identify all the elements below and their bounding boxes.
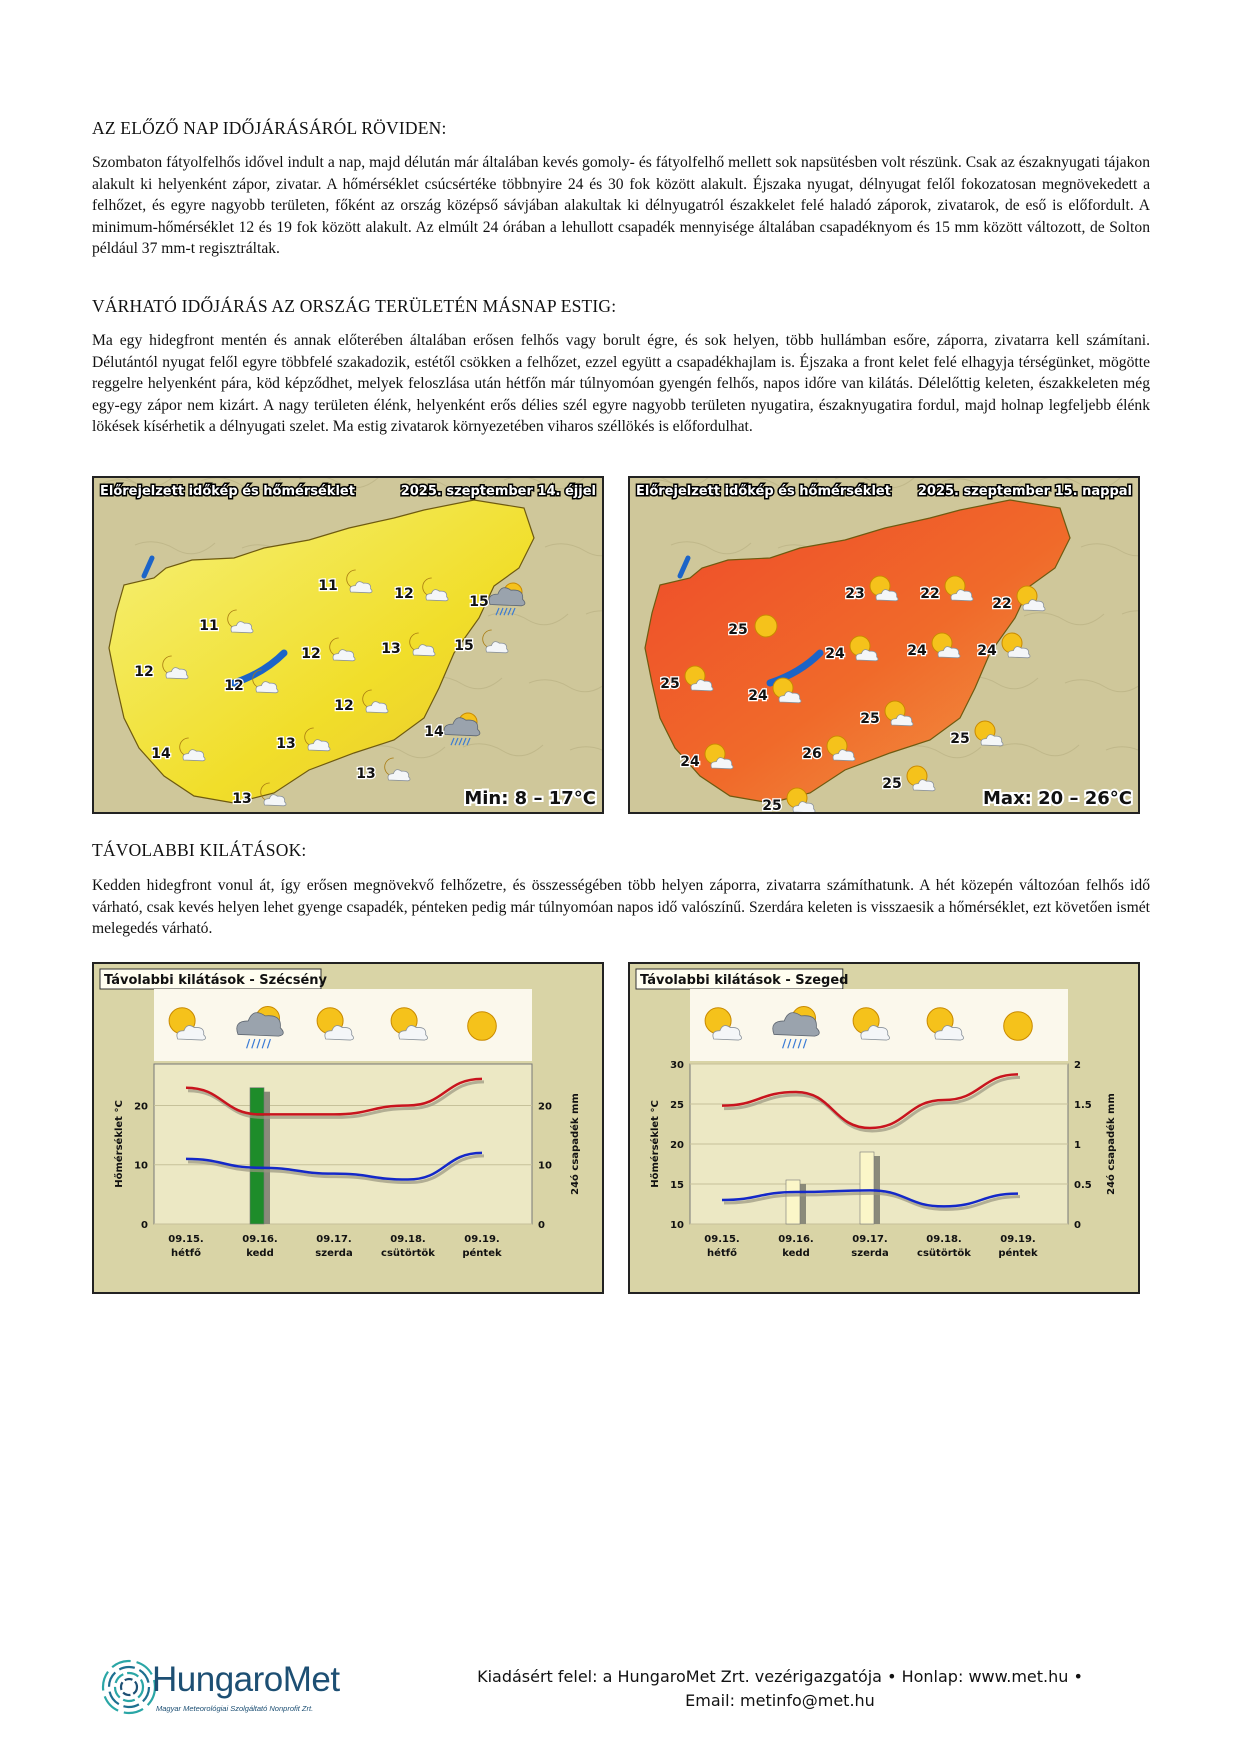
y-tick-label: 10 <box>134 1160 148 1172</box>
temperature-label: 14 <box>151 746 171 762</box>
temperature-label: 23 <box>845 586 865 602</box>
temperature-label: 24 <box>907 643 927 659</box>
x-tick-date: 09.16. <box>242 1234 278 1245</box>
x-tick-date: 09.17. <box>852 1234 888 1245</box>
temperature-label: 22 <box>920 586 940 602</box>
x-tick-date: 09.15. <box>704 1234 740 1245</box>
hungaromet-logo-icon <box>100 1658 158 1716</box>
temperature-label: 12 <box>224 678 244 694</box>
x-tick-day: kedd <box>782 1248 810 1259</box>
day-weather-icon <box>468 1012 497 1041</box>
x-tick-day: szerda <box>315 1248 353 1259</box>
logo-subtitle: Magyar Meteorológiai Szolgáltató Nonprofit Zrt. <box>156 1704 314 1713</box>
x-tick-date: 09.16. <box>778 1234 814 1245</box>
sun-icon <box>468 1012 497 1041</box>
temperature-label: 11 <box>199 618 219 634</box>
y2-tick-label: 0 <box>538 1220 545 1231</box>
temperature-label: 15 <box>454 638 474 654</box>
x-tick-day: hétfő <box>707 1248 737 1259</box>
temperature-label: 13 <box>356 766 376 782</box>
temperature-label: 12 <box>334 698 354 714</box>
previous-day-text: Szombaton fátyolfelhős idővel indult a nap, majd délután már általában kevés gomoly- és fátyolfelhő mellett sok napsütésben volt részünk. Csak az északnyugati tájakon alakult ki helyenként zápor, zivatar. A hőmérséklet csúcsértéke többnyire 24 és 30 fok között alakult. Éjszaka nyugat, délnyugat felől fokozatosan megnövekedett a felhőzet, és egyre nagyobb területen, főként az ország középső sávjában alakultak ki délnyugatról északkelet felé haladó záporok, zivatarok, de eső is előfordult. A minimum-hőmérséklet 12 és 19 fok között alakult. Az elmúlt 24 órában a lehullott csapadék mennyisége általában csapadéknyom és 15 mm között változott, de Solton például 37 mm-t regisztráltak. <box>92 154 1150 258</box>
y-tick-label: 25 <box>670 1100 684 1111</box>
x-tick-day: kedd <box>246 1248 274 1259</box>
temperature-label: 24 <box>748 688 768 704</box>
outlook-chart-szeged <box>628 962 1140 1294</box>
precip-bar <box>860 1152 874 1224</box>
temperature-label: 12 <box>134 664 154 680</box>
forecast-map-day <box>628 476 1140 814</box>
temperature-label: 12 <box>394 586 414 602</box>
temperature-label: 24 <box>977 643 997 659</box>
day-weather-icon <box>1004 1012 1033 1041</box>
plot-area <box>154 1064 532 1224</box>
y-tick-label: 20 <box>134 1101 148 1113</box>
temperature-label: 25 <box>860 711 880 727</box>
y2-tick-label: 2 <box>1074 1060 1081 1071</box>
section-heading-previous-day: AZ ELŐZŐ NAP IDŐJÁRÁSÁRÓL RÖVIDEN: <box>92 118 447 138</box>
y-tick-label: 20 <box>670 1140 684 1151</box>
y2-tick-label: 0.5 <box>1074 1180 1092 1191</box>
temperature-label: 24 <box>825 646 845 662</box>
forecast-text: Ma egy hidegfront mentén és annak előterében általában erősen felhős vagy borult égre, és sok helyen, több hullámban esőre, záporra, zivatarra kell számítani. Délutántól nyugat felől egyre többfelé szakadozik, estétől csökken a felhőzet, ezzel együtt a csapadékhajlam is. Éjszaka a front kelet felé elhagyja térségünket, mögötte reggelre helyenként pára, köd képződhet, melyek feloszlása után hétfőn már túlnyomóan gyengén felhős, napos időre van kilátás. Délelőttig keleten, északkeleten még egy-egy zápor nem kizárt. A nagy területen élénk, helyenként erős délies szél egyre nagyobb területen nyugatira, északnyugatira fordul, majd holnap legfeljebb élénk lökések kísérhetik a délnyugati szelet. Ma estig zivatarok környezetében viharos széllökés is előfordulhat. <box>92 332 1150 436</box>
map-date: 2025. szeptember 15. nappal <box>917 484 1132 499</box>
x-tick-day: péntek <box>998 1248 1038 1259</box>
temperature-label: 25 <box>660 676 680 692</box>
temperature-label: 13 <box>276 736 296 752</box>
x-tick-day: szerda <box>851 1248 889 1259</box>
outlook-chart-szecseny <box>92 962 604 1294</box>
y2-axis-label: 24ó csapadék mm <box>570 1093 581 1195</box>
precip-bar <box>250 1088 264 1224</box>
y-tick-label: 0 <box>141 1220 148 1231</box>
sun-icon <box>1004 1012 1033 1041</box>
y2-tick-label: 1 <box>1074 1140 1081 1151</box>
map-date: 2025. szeptember 14. éjjel <box>400 484 596 499</box>
y-tick-label: 15 <box>670 1180 684 1191</box>
x-tick-date: 09.18. <box>390 1234 426 1245</box>
y2-axis-label: 24ó csapadék mm <box>1106 1093 1117 1195</box>
outlook-text: Kedden hidegfront vonul át, így erősen megnövekvő felhőzetre, és összességében több helyen záporra, zivatarra számíthatunk. A hét közepén változóan felhős idő várható, csak kevés helyen lehet gyenge csapadék, pénteken pedig már túlnyomóan napos idő valószínű. Szerdára keleten is visszaesik a hőmérséklet, ezt követően ismét melegedés várható. <box>92 877 1150 938</box>
temperature-label: 22 <box>992 596 1012 612</box>
logo-name: HungaroMet <box>152 1660 340 1699</box>
y2-tick-label: 0 <box>1074 1220 1081 1231</box>
y2-tick-label: 1.5 <box>1074 1100 1092 1111</box>
map-title: Előrejelzett időkép és hőmérséklet <box>100 484 355 499</box>
temperature-label: 12 <box>301 646 321 662</box>
y2-tick-label: 10 <box>538 1160 552 1172</box>
x-tick-day: hétfő <box>171 1248 201 1259</box>
map-title: Előrejelzett időkép és hőmérséklet <box>636 484 891 499</box>
temperature-label: 25 <box>728 622 748 638</box>
y-axis-label: Hőmérséklet °C <box>650 1100 661 1188</box>
temperature-label: 13 <box>232 791 252 807</box>
forecast-map-night <box>92 476 604 814</box>
x-tick-date: 09.19. <box>464 1234 500 1245</box>
y-tick-label: 30 <box>670 1060 684 1071</box>
y-tick-label: 10 <box>670 1220 684 1231</box>
temperature-label: 13 <box>381 641 401 657</box>
temperature-label: 15 <box>469 594 489 610</box>
x-tick-date: 09.15. <box>168 1234 204 1245</box>
x-tick-date: 09.19. <box>1000 1234 1036 1245</box>
footer-line-2: Email: metinfo@met.hu <box>685 1691 875 1710</box>
temperature-label: 11 <box>318 578 338 594</box>
y2-tick-label: 20 <box>538 1101 552 1113</box>
temperature-label: 26 <box>802 746 822 762</box>
temperature-label: 14 <box>424 724 444 740</box>
chart-title: Távolabbi kilátások - Szécsény <box>104 973 328 988</box>
section-heading-outlook: TÁVOLABBI KILÁTÁSOK: <box>92 840 307 860</box>
temperature-label: 25 <box>882 776 902 792</box>
map-summary: Max: 20 – 26°C <box>983 788 1132 809</box>
sun-icon <box>755 615 777 637</box>
precip-bar <box>786 1180 800 1224</box>
x-tick-day: csütörtök <box>381 1248 435 1259</box>
x-tick-date: 09.18. <box>926 1234 962 1245</box>
x-tick-day: csütörtök <box>917 1248 971 1259</box>
x-tick-date: 09.17. <box>316 1234 352 1245</box>
footer-publisher <box>430 1665 1130 1713</box>
map-summary: Min: 8 – 17°C <box>464 788 596 809</box>
section-heading-forecast: VÁRHATÓ IDŐJÁRÁS AZ ORSZÁG TERÜLETÉN MÁSNAP ESTIG: <box>92 296 617 316</box>
footer-line-1: Kiadásért felel: a HungaroMet Zrt. vezérigazgatója • Honlap: www.met.hu • <box>477 1667 1083 1686</box>
y-axis-label: Hőmérséklet °C <box>114 1100 125 1188</box>
temperature-label: 25 <box>762 798 782 812</box>
chart-title: Távolabbi kilátások - Szeged <box>640 973 849 988</box>
temperature-label: 25 <box>950 731 970 747</box>
x-tick-day: péntek <box>462 1248 502 1259</box>
temperature-label: 24 <box>680 754 700 770</box>
